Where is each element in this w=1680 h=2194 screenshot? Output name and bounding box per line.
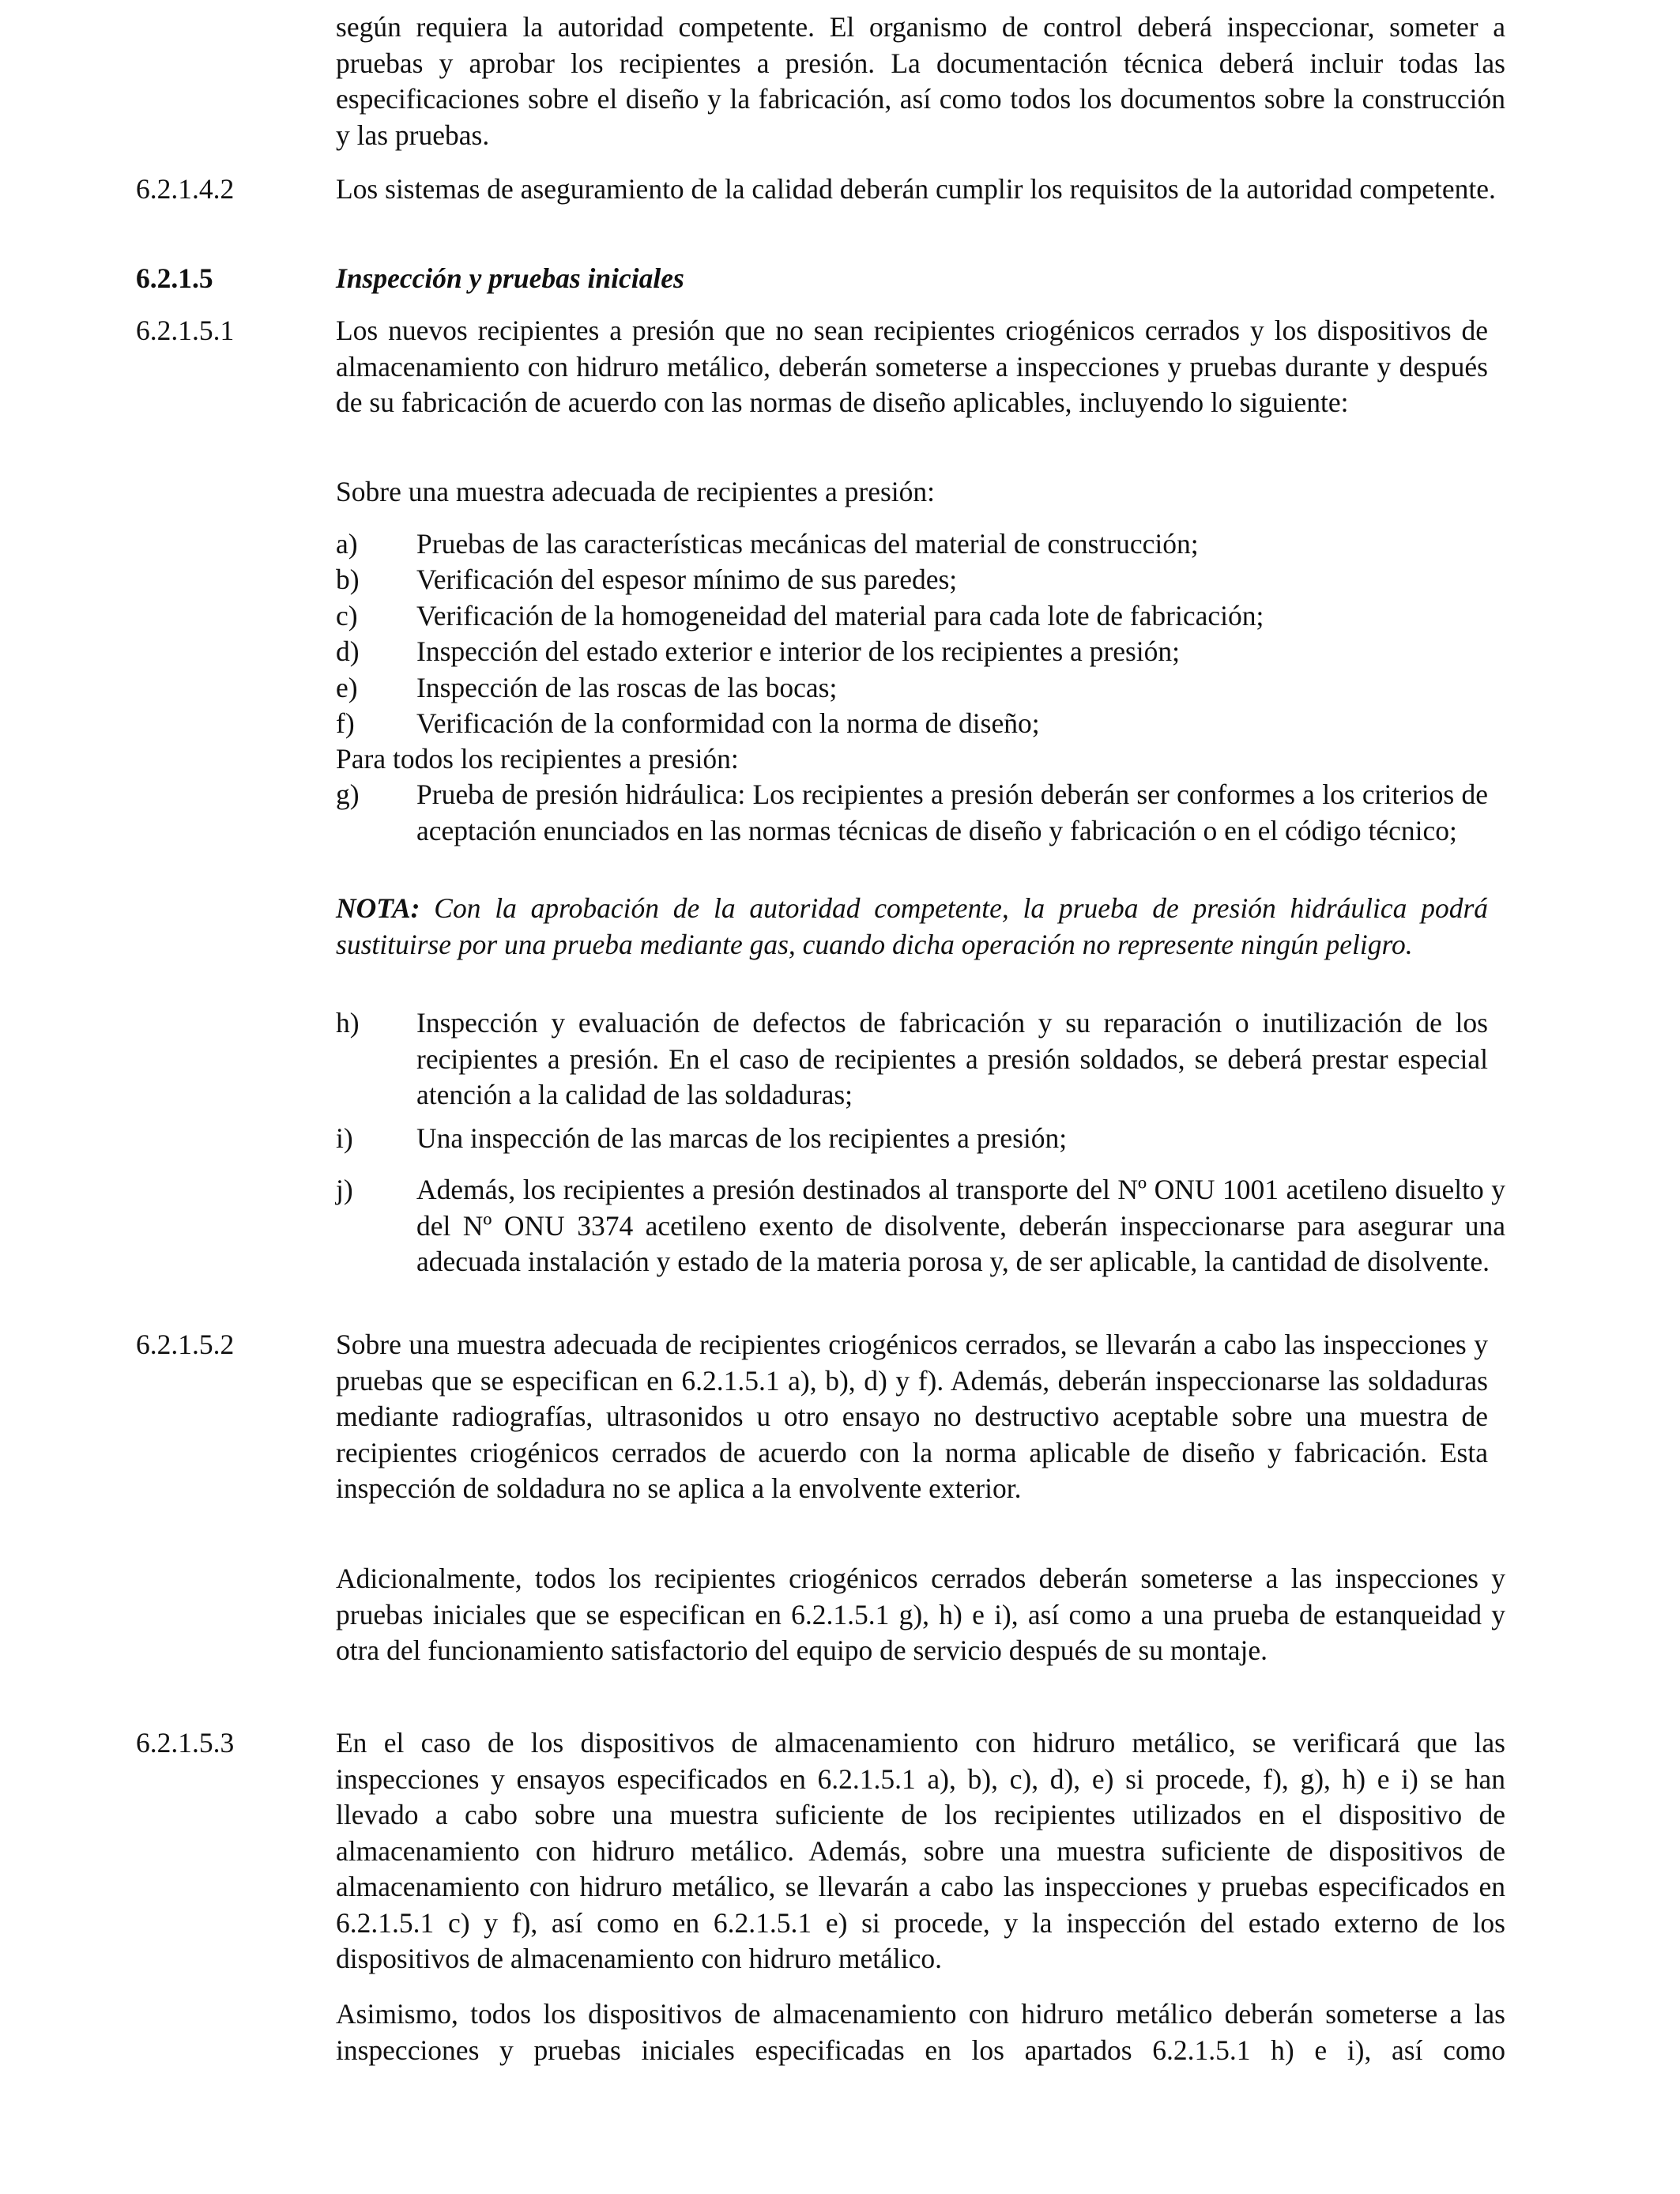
section-text: Los sistemas de aseguramiento de la calidad deberán cumplir los requisitos de la autoridad competente. [336, 173, 1496, 205]
all-intro: Para todos los recipientes a presión: [336, 743, 739, 775]
list-text: Prueba de presión hidráulica: Los recipientes a presión deberán ser conformes a los criterios de aceptación enunciados en las normas técnicas de diseño y fabricación o en el código técnico; [416, 778, 1488, 846]
note-text: Con la aprobación de la autoridad competente, la prueba de presión hidráulica podrá sustituirse por una prueba mediante gas, cuando dicha operación no represente ningún peligro. [336, 892, 1489, 960]
list-label: j) [336, 1174, 353, 1205]
section-6-2-1-5-3-paragraph-2: Asimismo, todos los dispositivos de almacenamiento con hidruro metálico deberán someterse a las inspecciones y pruebas iniciales especificadas en los apartados 6.2.1.5.1 h) e i), así como [336, 1998, 1505, 2066]
list-text: Pruebas de las características mecánicas del material de construcción; [416, 528, 1199, 560]
list-label: a) [336, 528, 358, 560]
section-number: 6.2.1.5.3 [136, 1727, 235, 1759]
section-number: 6.2.1.5.2 [136, 1329, 235, 1360]
section-intro: Los nuevos recipientes a presión que no sean recipientes criogénicos cerrados y los dispositivos de almacenamiento con hidruro metálico, deberán someterse a inspecciones y pruebas durante y después de su fabricación de acuerdo con las normas de diseño aplicables, incluyendo lo siguiente: [336, 315, 1488, 418]
sample-intro: Sobre una muestra adecuada de recipientes a presión: [336, 476, 935, 507]
note-paragraph [336, 891, 1488, 963]
note-label: NOTA: [336, 892, 420, 924]
list-text: Verificación de la conformidad con la norma de diseño; [416, 707, 1040, 739]
list-label: d) [336, 635, 360, 667]
list-text: Inspección de las roscas de las bocas; [416, 672, 838, 703]
list-label: g) [336, 778, 360, 810]
list-label: e) [336, 672, 358, 703]
list-text: Verificación del espesor mínimo de sus paredes; [416, 564, 958, 595]
list-label: i) [336, 1122, 353, 1154]
continuation-paragraph: según requiera la autoridad competente. El organismo de control deberá inspeccionar, someter a pruebas y aprobar los recipientes a presión. La documentación técnica deberá incluir todas las especificaciones sobre el diseño y la fabricación, así como todos los documentos sobre la construcción y las pruebas. [336, 11, 1505, 151]
section-6-2-1-5-2-paragraph-2: Adicionalmente, todos los recipientes criogénicos cerrados deberán someterse a las inspecciones y pruebas iniciales que se especifican en 6.2.1.5.1 g), h) e i), así como a una prueba de estanqueidad y otra del funcionamiento satisfactorio del equipo de servicio después de su montaje. [336, 1563, 1505, 1666]
list-text: Además, los recipientes a presión destinados al transporte del Nº ONU 1001 acetileno disuelto y del Nº ONU 3374 acetileno exento de disolvente, deberán inspeccionarse para asegurar una adecuada instalación y estado de la materia porosa y, de ser aplicable, la cantidad de disolvente. [416, 1174, 1505, 1277]
list-label: b) [336, 564, 360, 595]
section-title: Inspección y pruebas iniciales [336, 262, 684, 294]
section-number: 6.2.1.4.2 [136, 173, 235, 205]
list-text: Inspección y evaluación de defectos de fabricación y su reparación o inutilización de los recipientes a presión. En el caso de recipientes a presión soldados, se deberá prestar especial atención a la calidad de las soldaduras; [416, 1007, 1488, 1110]
section-number: 6.2.1.5 [136, 262, 213, 294]
list-text: Una inspección de las marcas de los recipientes a presión; [416, 1122, 1068, 1154]
section-paragraph-1: En el caso de los dispositivos de almacenamiento con hidruro metálico, se verificará que las inspecciones y ensayos especificados en 6.2.1.5.1 a), b), c), d), e) si procede, f), g), h) e i) se han llevado a cabo sobre una muestra suficiente de los recipientes utilizados en el dispositivo de almacenamiento con hidruro metálico. Además, sobre una muestra suficiente de dispositivos de almacenamiento con hidruro metálico, se llevarán a cabo las inspecciones y pruebas especificados en 6.2.1.5.1 c) y f), así como en 6.2.1.5.1 e) si procede, y la inspección del estado externo de los dispositivos de almacenamiento con hidruro metálico. [336, 1727, 1505, 1974]
list-text: Inspección del estado exterior e interior de los recipientes a presión; [416, 635, 1181, 667]
list-label: c) [336, 600, 358, 631]
list-label: h) [336, 1007, 360, 1039]
section-paragraph-1: Sobre una muestra adecuada de recipientes criogénicos cerrados, se llevarán a cabo las inspecciones y pruebas que se especifican en 6.2.1.5.1 a), b), d) y f). Además, deberán inspeccionarse las soldaduras mediante radiografías, ultrasonidos u otro ensayo no destructivo aceptable sobre una muestra de recipientes criogénicos cerrados de acuerdo con la norma aplicable de diseño y fabricación. Esta inspección de soldadura no se aplica a la envolvente exterior. [336, 1329, 1488, 1504]
list-label: f) [336, 707, 355, 739]
list-text: Verificación de la homogeneidad del material para cada lote de fabricación; [416, 600, 1264, 631]
section-number: 6.2.1.5.1 [136, 315, 235, 346]
